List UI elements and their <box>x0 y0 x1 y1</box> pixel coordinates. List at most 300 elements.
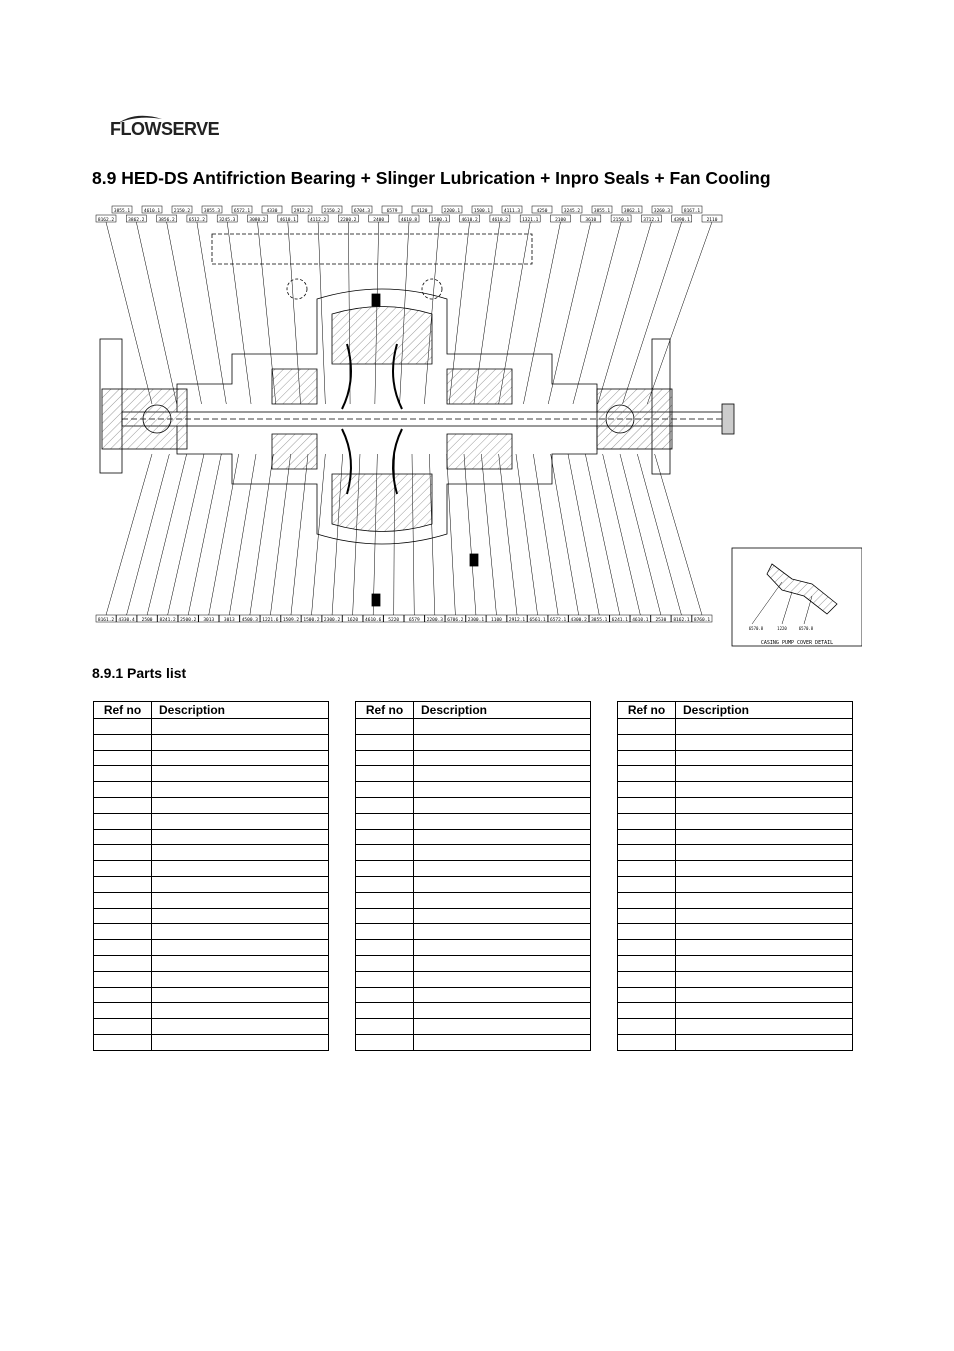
callout-label: 4610.1 <box>143 208 161 214</box>
ref-cell <box>618 1034 676 1050</box>
col-header-ref-no: Ref no <box>618 702 676 719</box>
table-row <box>94 813 329 829</box>
leader-line <box>551 454 579 615</box>
detail-callout-label: 1220 <box>777 626 787 631</box>
description-cell <box>676 782 853 798</box>
description-cell <box>152 971 329 987</box>
callout-label: 2150.1 <box>612 217 630 223</box>
leader-line <box>250 454 273 615</box>
table-row <box>94 1034 329 1050</box>
callout-label: 1321.1 <box>522 217 539 223</box>
pump-body <box>100 234 734 606</box>
ref-cell <box>356 987 414 1003</box>
table-row <box>356 750 591 766</box>
ref-cell <box>356 1034 414 1050</box>
callout-label: 1500.2 <box>303 617 320 623</box>
description-cell <box>414 829 591 845</box>
description-cell <box>152 924 329 940</box>
table-row <box>94 987 329 1003</box>
table-row <box>618 813 853 829</box>
ref-cell <box>618 829 676 845</box>
callout-label: 6512.2 <box>188 217 206 223</box>
table-row <box>356 719 591 735</box>
description-cell <box>414 813 591 829</box>
callout-label: 3013 <box>223 617 235 623</box>
ref-cell <box>618 987 676 1003</box>
table-row <box>94 750 329 766</box>
ref-cell <box>356 845 414 861</box>
ref-cell <box>356 1003 414 1019</box>
table-row <box>94 766 329 782</box>
col-header-ref-no: Ref no <box>356 702 414 719</box>
description-cell <box>152 719 329 735</box>
ref-cell <box>618 908 676 924</box>
description-cell <box>676 845 853 861</box>
table-row <box>94 955 329 971</box>
leader-line <box>147 454 187 615</box>
ref-cell <box>94 924 152 940</box>
description-cell <box>414 1019 591 1035</box>
leader-line <box>516 454 538 615</box>
description-cell <box>152 892 329 908</box>
description-cell <box>152 1003 329 1019</box>
description-cell <box>152 750 329 766</box>
callout-label: 3245.2 <box>563 208 581 214</box>
table-row <box>356 892 591 908</box>
table-row <box>618 908 853 924</box>
description-cell <box>414 955 591 971</box>
leader-line <box>573 222 621 404</box>
ref-cell <box>94 734 152 750</box>
ref-cell <box>356 876 414 892</box>
leader-line <box>106 454 152 615</box>
description-cell <box>414 734 591 750</box>
leader-line <box>291 454 308 615</box>
description-cell <box>676 1003 853 1019</box>
ref-cell <box>94 829 152 845</box>
leader-line <box>106 222 152 404</box>
parts-table-1 <box>93 701 329 1051</box>
callout-label: 4330 <box>266 208 278 214</box>
leader-line <box>270 454 290 615</box>
callout-label: 3080.2 <box>249 217 266 223</box>
leader-line <box>655 454 702 615</box>
ref-cell <box>618 892 676 908</box>
callout-label: 4250 <box>536 208 548 214</box>
table-row <box>356 940 591 956</box>
callout-label: 2530 <box>655 617 667 623</box>
callout-label: 2300.2 <box>323 617 341 623</box>
callout-label: 6704.3 <box>353 208 371 214</box>
leader-line <box>603 454 641 615</box>
description-cell <box>414 971 591 987</box>
col-header-description: Description <box>152 702 329 719</box>
ref-cell <box>94 766 152 782</box>
callout-label: 2500.2 <box>180 617 197 623</box>
leader-line <box>227 222 251 404</box>
table-row <box>618 782 853 798</box>
description-cell <box>414 892 591 908</box>
table-row <box>356 829 591 845</box>
description-cell <box>676 971 853 987</box>
callout-label: 2200.3 <box>426 617 443 623</box>
table-row <box>618 719 853 735</box>
leader-line <box>188 454 221 615</box>
callout-label: 4390.1 <box>673 217 690 223</box>
callout-label: 8161.2 <box>97 617 115 623</box>
table-row <box>94 797 329 813</box>
description-cell <box>152 1019 329 1035</box>
ref-cell <box>356 908 414 924</box>
description-cell <box>152 845 329 861</box>
ref-cell <box>618 1019 676 1035</box>
col-header-description: Description <box>676 702 853 719</box>
description-cell <box>676 892 853 908</box>
callout-label: 2300.1 <box>467 617 485 623</box>
description-cell <box>152 734 329 750</box>
ref-cell <box>94 782 152 798</box>
table-row <box>618 924 853 940</box>
table-row <box>94 1003 329 1019</box>
leader-line <box>533 454 558 615</box>
table-row <box>356 876 591 892</box>
description-cell <box>676 876 853 892</box>
ref-cell <box>94 845 152 861</box>
table-row <box>618 1034 853 1050</box>
table-row <box>94 876 329 892</box>
description-cell <box>414 908 591 924</box>
table-row <box>618 861 853 877</box>
table-row <box>618 892 853 908</box>
table-row <box>356 813 591 829</box>
leader-line <box>637 454 681 615</box>
detail-callout-label: 6570.8 <box>798 626 814 631</box>
ref-cell <box>94 797 152 813</box>
callout-label: 3855.1 <box>593 208 611 214</box>
ref-cell <box>618 861 676 877</box>
leader-line <box>318 222 325 404</box>
callout-label: 2912.2 <box>293 208 311 214</box>
parts-list-heading: 8.9.1 Parts list <box>92 665 187 681</box>
description-cell <box>152 813 329 829</box>
table-row <box>356 734 591 750</box>
leader-line <box>598 222 652 404</box>
callout-row-top-1 <box>112 206 702 214</box>
table-row <box>356 1019 591 1035</box>
description-cell <box>414 861 591 877</box>
description-cell <box>676 955 853 971</box>
description-cell <box>676 908 853 924</box>
table-row <box>94 734 329 750</box>
callout-label: 4610.6 <box>365 617 382 623</box>
description-cell <box>414 1034 591 1050</box>
callout-label: 6572.1 <box>550 617 567 623</box>
ref-cell <box>356 750 414 766</box>
description-cell <box>414 940 591 956</box>
ref-cell <box>356 861 414 877</box>
table-row <box>618 971 853 987</box>
leader-line <box>209 454 239 615</box>
callout-label: 3855.1 <box>591 617 608 623</box>
description-cell <box>414 797 591 813</box>
description-cell <box>152 1034 329 1050</box>
description-cell <box>152 940 329 956</box>
callout-label: 3855.3 <box>203 208 221 214</box>
ref-cell <box>356 766 414 782</box>
ref-cell <box>356 829 414 845</box>
leader-line <box>447 454 456 615</box>
description-cell <box>676 829 853 845</box>
callout-label: 4610.1 <box>279 217 296 223</box>
callout-label: 1509.2 <box>282 617 300 623</box>
table-row <box>356 782 591 798</box>
ref-cell <box>618 845 676 861</box>
table-row <box>94 908 329 924</box>
flowserve-logo <box>110 113 220 151</box>
description-cell <box>414 845 591 861</box>
leader-line <box>464 454 476 615</box>
leader-line <box>548 222 591 404</box>
leader-line <box>167 222 202 404</box>
callout-label: 2400 <box>373 217 385 223</box>
ref-cell <box>94 1034 152 1050</box>
callout-label: 4610.2 <box>461 217 478 223</box>
callout-label: 1221.6 <box>262 617 279 623</box>
callout-label: 2500 <box>141 617 153 623</box>
callout-label: 4610.1 <box>632 617 649 623</box>
table-row <box>94 1019 329 1035</box>
leader-line <box>168 454 204 615</box>
callout-label: 2912.1 <box>508 617 526 623</box>
table-row <box>356 1003 591 1019</box>
callout-label: 4112.2 <box>309 217 327 223</box>
ref-cell <box>618 971 676 987</box>
ref-cell <box>94 955 152 971</box>
table-row <box>94 861 329 877</box>
callout-label: 3245.3 <box>219 217 236 223</box>
pump-sectional-drawing <box>92 204 862 650</box>
ref-cell <box>618 797 676 813</box>
callout-label: 4120 <box>416 208 428 214</box>
table-row <box>618 750 853 766</box>
table-row <box>618 845 853 861</box>
description-cell <box>676 813 853 829</box>
ref-cell <box>94 750 152 766</box>
callout-label: 4330.4 <box>118 617 135 623</box>
description-cell <box>676 1034 853 1050</box>
parts-table-2 <box>355 701 591 1051</box>
table-row <box>618 829 853 845</box>
callout-label: 8241.2 <box>159 617 176 623</box>
description-cell <box>152 987 329 1003</box>
description-cell <box>676 734 853 750</box>
callout-label: 5220 <box>388 617 400 623</box>
callout-label: 3862.2 <box>128 217 145 223</box>
description-cell <box>676 1019 853 1035</box>
table-row <box>356 971 591 987</box>
table-row <box>618 876 853 892</box>
ref-cell <box>356 971 414 987</box>
description-cell <box>676 750 853 766</box>
callout-label: 2150.2 <box>323 208 341 214</box>
table-row <box>356 861 591 877</box>
callout-label: 2100 <box>555 217 566 223</box>
ref-cell <box>618 750 676 766</box>
description-cell <box>414 987 591 1003</box>
description-cell <box>152 766 329 782</box>
detail-callouts <box>749 626 814 631</box>
ref-cell <box>94 908 152 924</box>
description-cell <box>676 861 853 877</box>
callout-label: 3855.1 <box>113 208 131 214</box>
ref-cell <box>94 719 152 735</box>
description-cell <box>414 750 591 766</box>
ref-cell <box>94 1019 152 1035</box>
callout-label: 6579 <box>408 617 420 623</box>
description-cell <box>152 861 329 877</box>
callout-label: 8760.1 <box>693 617 711 623</box>
callout-label: 2200.1 <box>443 208 461 214</box>
ref-cell <box>618 813 676 829</box>
table-row <box>356 955 591 971</box>
ref-cell <box>356 924 414 940</box>
leader-line <box>136 222 176 404</box>
callout-label: 4610.2 <box>491 217 509 223</box>
ref-cell <box>356 782 414 798</box>
description-cell <box>414 782 591 798</box>
description-cell <box>414 766 591 782</box>
ref-cell <box>618 734 676 750</box>
leader-line <box>197 222 226 404</box>
parts-table-3 <box>617 701 853 1051</box>
ref-cell <box>356 940 414 956</box>
description-cell <box>676 797 853 813</box>
ref-cell <box>94 813 152 829</box>
callout-label: 4610.8 <box>400 217 418 223</box>
table-row <box>356 766 591 782</box>
ref-cell <box>618 940 676 956</box>
ref-cell <box>618 924 676 940</box>
table-row <box>618 955 853 971</box>
section-title: 8.9 HED-DS Antifriction Bearing + Slinger Lubrication + Inpro Seals + Fan Cooling <box>92 168 771 188</box>
callout-label: 3712.1 <box>643 217 660 223</box>
callout-label: 2200.2 <box>340 217 357 223</box>
callout-label: 8162.1 <box>673 617 690 623</box>
leader-line <box>481 454 496 615</box>
col-header-description: Description <box>414 702 591 719</box>
casing-pump-cover-detail <box>732 548 862 646</box>
description-cell <box>414 876 591 892</box>
callout-label: 6579 <box>386 208 398 214</box>
table-row <box>618 734 853 750</box>
leader-line <box>585 454 619 615</box>
leader-line <box>647 222 712 404</box>
ref-cell <box>618 955 676 971</box>
ref-cell <box>94 971 152 987</box>
table-row <box>356 845 591 861</box>
table-row <box>94 829 329 845</box>
callout-label: 1500.1 <box>473 208 491 214</box>
description-cell <box>152 829 329 845</box>
callout-label: 3260.3 <box>653 208 671 214</box>
ref-cell <box>618 876 676 892</box>
table-row <box>356 987 591 1003</box>
ref-cell <box>356 1019 414 1035</box>
table-row <box>94 971 329 987</box>
ref-cell <box>618 719 676 735</box>
callout-label: 1100 <box>491 617 502 623</box>
ref-cell <box>94 1003 152 1019</box>
description-cell <box>152 782 329 798</box>
table-row <box>618 1019 853 1035</box>
description-cell <box>414 719 591 735</box>
ref-cell <box>94 892 152 908</box>
description-cell <box>676 924 853 940</box>
table-row <box>94 940 329 956</box>
table-row <box>618 797 853 813</box>
description-cell <box>152 876 329 892</box>
callout-label: 2150.2 <box>173 208 191 214</box>
table-row <box>356 1034 591 1050</box>
ref-cell <box>94 940 152 956</box>
callout-label: 6561.1 <box>529 617 546 623</box>
table-row <box>94 845 329 861</box>
leader-line <box>620 454 661 615</box>
ref-cell <box>356 813 414 829</box>
ref-cell <box>618 1003 676 1019</box>
table-row <box>94 719 329 735</box>
table-row <box>356 924 591 940</box>
callout-label: 3013 <box>203 617 215 623</box>
callout-label: 1620 <box>347 617 359 623</box>
table-row <box>94 782 329 798</box>
callout-label: 2110 <box>706 217 718 223</box>
description-cell <box>676 766 853 782</box>
table-row <box>618 940 853 956</box>
ref-cell <box>356 797 414 813</box>
leader-line <box>568 454 599 615</box>
ref-cell <box>618 782 676 798</box>
ref-cell <box>356 892 414 908</box>
callout-label: 8167.1 <box>683 208 701 214</box>
callout-label: 8162.2 <box>97 217 115 223</box>
callout-row-top-2 <box>96 215 722 223</box>
ref-cell <box>94 861 152 877</box>
leader-line <box>523 222 560 404</box>
col-header-ref-no: Ref no <box>94 702 152 719</box>
callout-label: 3610 <box>585 217 597 223</box>
description-cell <box>676 987 853 1003</box>
callout-label: 1500.1 <box>431 217 448 223</box>
ref-cell <box>94 987 152 1003</box>
description-cell <box>414 924 591 940</box>
callout-label: 4111.3 <box>503 208 521 214</box>
callout-label: 3856.2 <box>158 217 175 223</box>
callout-label: 6241.1 <box>611 617 628 623</box>
table-row <box>94 924 329 940</box>
ref-cell <box>94 876 152 892</box>
callout-label: 6572.1 <box>233 208 251 214</box>
table-row <box>618 987 853 1003</box>
table-row <box>618 1003 853 1019</box>
description-cell <box>676 719 853 735</box>
table-row <box>356 797 591 813</box>
leader-line <box>499 454 517 615</box>
description-cell <box>152 908 329 924</box>
callout-label: 4300.2 <box>570 617 587 623</box>
callout-row-bottom <box>96 615 712 623</box>
ref-cell <box>356 734 414 750</box>
